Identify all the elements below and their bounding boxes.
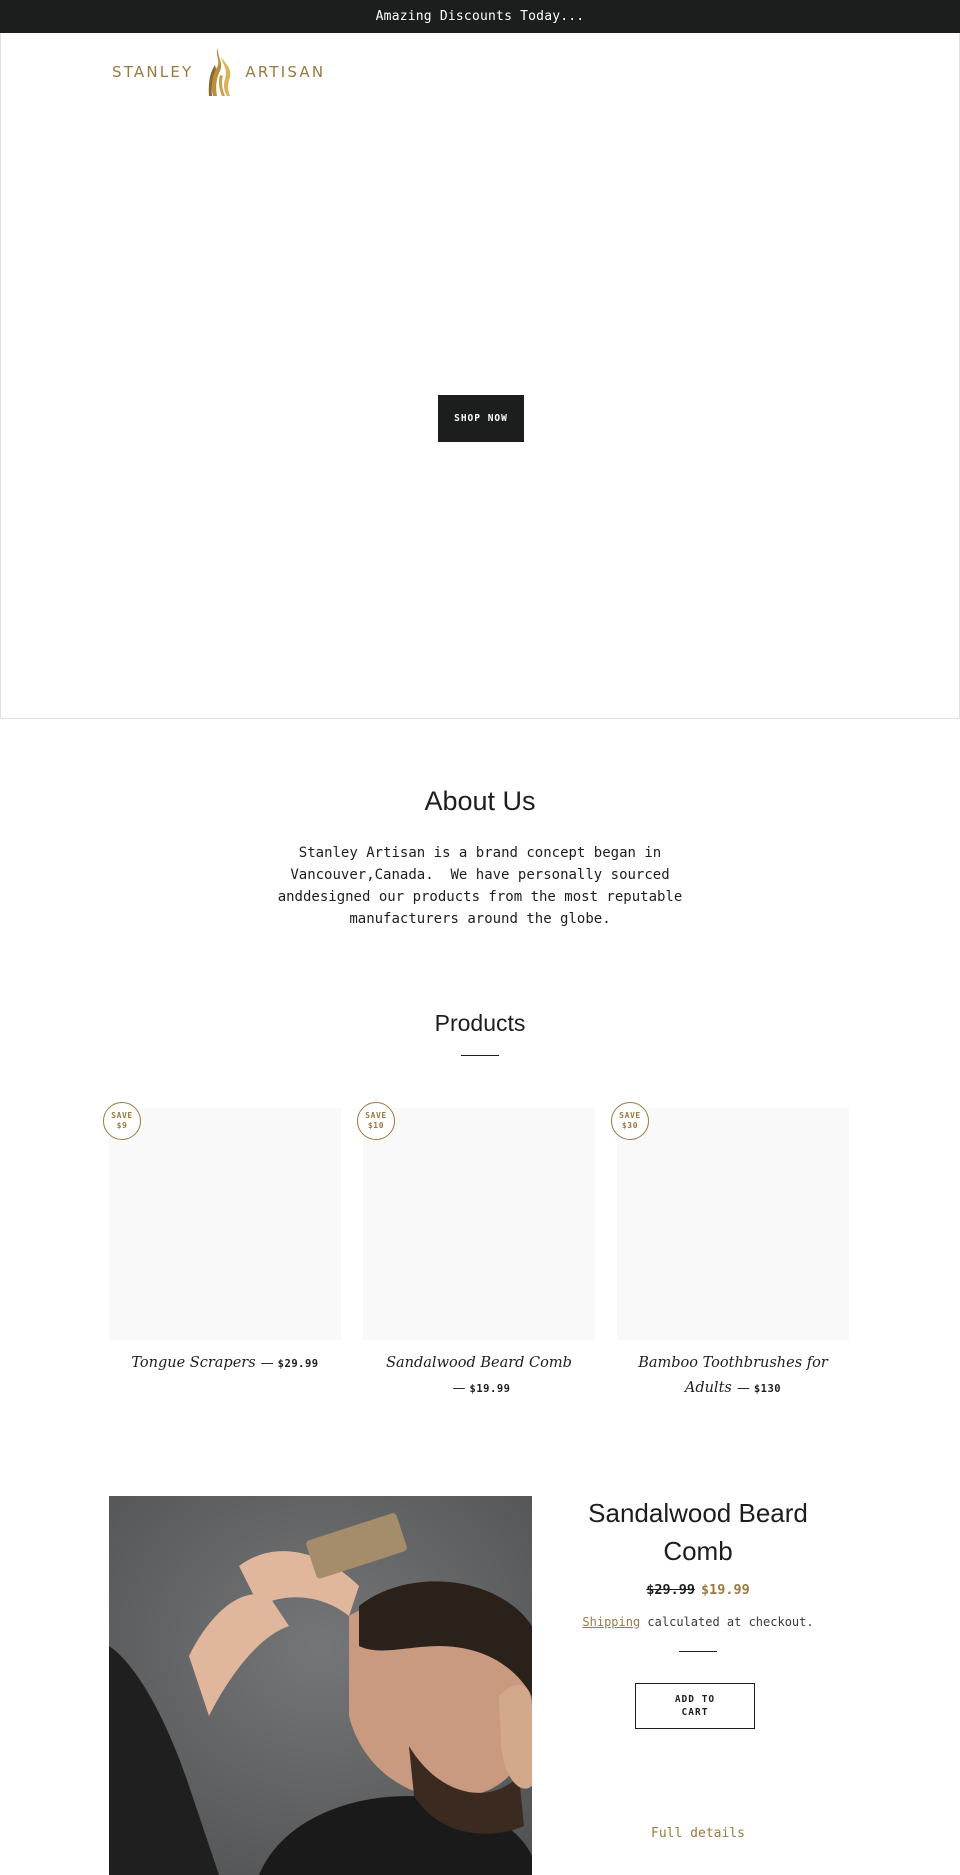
sale-badge — [357, 1102, 395, 1140]
announcement-text: Amazing Discounts Today... — [375, 9, 585, 24]
product-meta — [109, 1350, 341, 1376]
products-title: Products — [434, 1010, 526, 1036]
announcement-bar — [0, 0, 960, 33]
price-separator: — — [260, 1356, 274, 1371]
full-details-link[interactable]: Full details — [651, 1826, 745, 1841]
sale-badge-amount: $10 — [367, 1121, 385, 1130]
site-logo[interactable] — [112, 47, 325, 97]
product-card[interactable] — [617, 1108, 849, 1401]
featured-product-image[interactable] — [109, 1496, 532, 1875]
product-meta — [363, 1350, 595, 1401]
shipping-link[interactable]: Shipping — [582, 1615, 641, 1629]
featured-divider — [679, 1651, 717, 1652]
price-separator: — — [452, 1381, 466, 1396]
about-text: Stanley Artisan is a brand concept began in Vancouver,Canada. We have personally sourced anddesigned our products from the most reputable manufacturers around the globe. — [277, 845, 691, 927]
sale-badge — [611, 1102, 649, 1140]
shop-now-button[interactable]: SHOP NOW — [438, 395, 524, 442]
product-image-placeholder[interactable] — [363, 1108, 595, 1340]
add-to-cart-button[interactable]: ADD TO CART — [635, 1683, 755, 1729]
sale-badge-label: SAVE — [365, 1111, 387, 1120]
product-name[interactable]: Tongue Scrapers — [131, 1355, 256, 1371]
product-card[interactable] — [363, 1108, 595, 1401]
sale-badge-amount: $30 — [621, 1121, 639, 1130]
flame-logo-icon — [205, 47, 233, 97]
product-name[interactable]: Sandalwood Beard Comb — [386, 1355, 572, 1371]
sale-badge-label: SAVE — [619, 1111, 641, 1120]
sale-badge-amount: $9 — [116, 1121, 128, 1130]
shipping-text: calculated at checkout. — [640, 1615, 814, 1629]
price-separator: — — [736, 1381, 750, 1396]
hero-section — [0, 33, 960, 719]
shipping-note — [568, 1615, 828, 1629]
logo-word-left: STANLEY — [112, 63, 194, 81]
man-combing-hair-photo — [109, 1496, 532, 1875]
product-meta — [617, 1350, 849, 1401]
logo-word-right: ARTISAN — [245, 63, 326, 81]
sale-price: $19.99 — [701, 1582, 750, 1598]
product-price: $19.99 — [469, 1383, 511, 1395]
sale-badge-label: SAVE — [111, 1111, 133, 1120]
sale-badge — [103, 1102, 141, 1140]
compare-at-price: $29.99 — [646, 1582, 695, 1598]
product-image-placeholder[interactable] — [109, 1108, 341, 1340]
featured-prices — [568, 1582, 828, 1598]
product-card[interactable] — [109, 1108, 341, 1376]
product-image-placeholder[interactable] — [617, 1108, 849, 1340]
about-title: About Us — [424, 786, 536, 816]
featured-product-title: Sandalwood Beard Comb — [588, 1498, 808, 1566]
product-price: $29.99 — [277, 1358, 319, 1370]
product-name[interactable]: Bamboo Toothbrushes for Adults — [638, 1355, 828, 1396]
product-price: $130 — [753, 1383, 782, 1395]
products-divider — [461, 1055, 499, 1056]
